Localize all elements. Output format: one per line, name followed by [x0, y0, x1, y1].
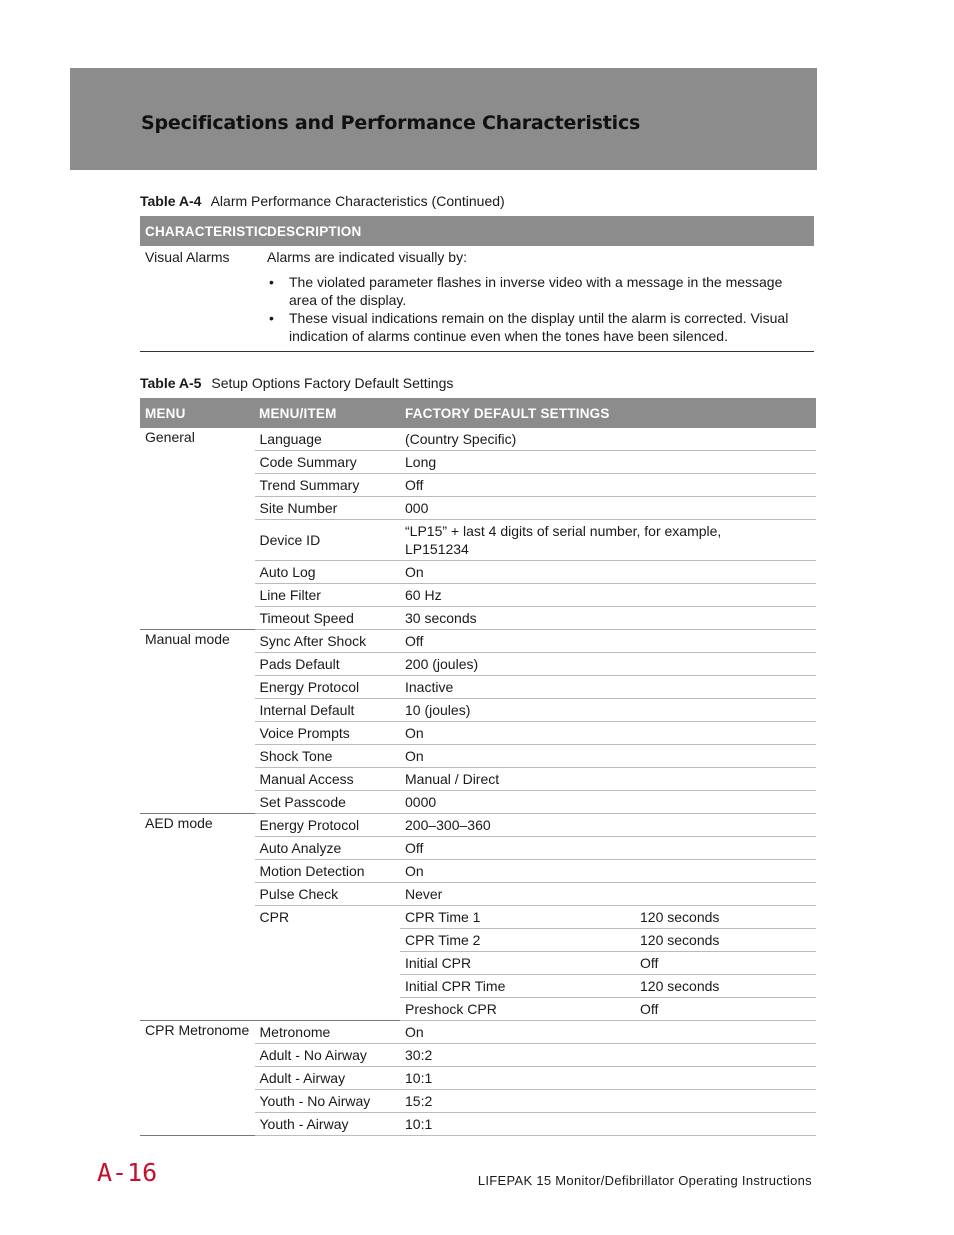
item-cell: Adult - No Airway [254, 1044, 400, 1067]
value-cell: 000 [400, 497, 816, 520]
item-cell: Auto Log [254, 561, 400, 584]
description-bullets [267, 273, 814, 345]
sub-value-cell: 120 seconds [635, 975, 816, 998]
table-a5-title: Setup Options Factory Default Settings [211, 375, 454, 391]
item-cell: Shock Tone [254, 745, 400, 768]
column-header-description: DESCRIPTION [262, 216, 814, 246]
value-cell: 10 (joules) [400, 699, 816, 722]
item-cell: Sync After Shock [254, 630, 400, 653]
column-header-menu-item: MENU/ITEM [254, 398, 400, 428]
sub-item-cell: CPR Time 2 [400, 929, 635, 952]
item-cell: Manual Access [254, 768, 400, 791]
menu-cell-manual-mode: Manual mode [140, 630, 254, 814]
table-a4-number: Table A-4 [140, 193, 202, 209]
page-number: A-16 [97, 1158, 158, 1187]
table-row [140, 428, 816, 451]
description-intro: Alarms are indicated visually by: [267, 249, 467, 265]
value-cell: 0000 [400, 791, 816, 814]
value-cell: 30:2 [400, 1044, 816, 1067]
item-cell: Code Summary [254, 451, 400, 474]
alarm-performance-table [140, 216, 814, 352]
column-header-characteristic: CHARACTERISTIC [140, 216, 262, 246]
item-cell: Energy Protocol [254, 814, 400, 837]
table-row [140, 630, 816, 653]
sub-item-cell: Initial CPR [400, 952, 635, 975]
description-cell [262, 246, 814, 352]
item-cell: Pads Default [254, 653, 400, 676]
item-cell: Youth - No Airway [254, 1090, 400, 1113]
header-banner [70, 68, 817, 170]
value-cell: On [400, 860, 816, 883]
table-a4-title: Alarm Performance Characteristics (Continued) [210, 193, 505, 209]
item-cell: Metronome [254, 1021, 400, 1044]
table-row [140, 1021, 816, 1044]
item-cell: Motion Detection [254, 860, 400, 883]
value-cell: Long [400, 451, 816, 474]
column-header-menu: MENU [140, 398, 254, 428]
value-cell: 30 seconds [400, 607, 816, 630]
value-cell: “LP15” + last 4 digits of serial number, for example, LP151234 [400, 520, 816, 561]
table-row [140, 246, 814, 352]
item-cell: Adult - Airway [254, 1067, 400, 1090]
sub-value-cell: 120 seconds [635, 929, 816, 952]
item-cell: Youth - Airway [254, 1113, 400, 1136]
sub-item-cell: Initial CPR Time [400, 975, 635, 998]
sub-value-cell: Off [635, 998, 816, 1021]
value-cell: 10:1 [400, 1067, 816, 1090]
item-cell: Auto Analyze [254, 837, 400, 860]
value-cell: 10:1 [400, 1113, 816, 1136]
item-cell: Trend Summary [254, 474, 400, 497]
value-cell: 200–300–360 [400, 814, 816, 837]
item-cell-cpr: CPR [254, 906, 400, 1021]
value-cell: On [400, 1021, 816, 1044]
column-header-default-settings: FACTORY DEFAULT SETTINGS [400, 398, 816, 428]
item-cell: Energy Protocol [254, 676, 400, 699]
menu-cell-general: General [140, 428, 254, 630]
list-item: • These visual indications remain on the display until the alarm is corrected. Visual indication of alarms continue even when the tones have been silenced. [285, 309, 814, 345]
value-cell: Never [400, 883, 816, 906]
value-cell: Off [400, 630, 816, 653]
value-cell: On [400, 745, 816, 768]
value-cell: On [400, 722, 816, 745]
value-cell: 200 (joules) [400, 653, 816, 676]
sub-item-cell: Preshock CPR [400, 998, 635, 1021]
item-cell: Pulse Check [254, 883, 400, 906]
sub-item-cell: CPR Time 1 [400, 906, 635, 929]
value-cell: Off [400, 474, 816, 497]
value-cell: 60 Hz [400, 584, 816, 607]
table-a5-number: Table A-5 [140, 375, 202, 391]
menu-cell-aed-mode: AED mode [140, 814, 254, 1021]
table-a4-caption [140, 193, 505, 209]
table-a5-caption [140, 375, 453, 391]
item-cell: Site Number [254, 497, 400, 520]
item-cell: Timeout Speed [254, 607, 400, 630]
sub-value-cell: 120 seconds [635, 906, 816, 929]
value-cell: Off [400, 837, 816, 860]
value-cell: 15:2 [400, 1090, 816, 1113]
characteristic-cell: Visual Alarms [140, 246, 262, 352]
document-title: LIFEPAK 15 Monitor/Defibrillator Operating Instructions [477, 1173, 812, 1188]
item-cell: Device ID [254, 520, 400, 561]
setup-options-table [140, 398, 816, 1136]
item-cell: Voice Prompts [254, 722, 400, 745]
item-cell: Internal Default [254, 699, 400, 722]
page-title: Specifications and Performance Characteristics [141, 112, 641, 134]
item-cell: Set Passcode [254, 791, 400, 814]
item-cell: Line Filter [254, 584, 400, 607]
value-cell: Inactive [400, 676, 816, 699]
value-cell: Manual / Direct [400, 768, 816, 791]
value-cell: (Country Specific) [400, 428, 816, 451]
menu-cell-cpr-metronome: CPR Metronome [140, 1021, 254, 1136]
item-cell: Language [254, 428, 400, 451]
sub-value-cell: Off [635, 952, 816, 975]
value-cell: On [400, 561, 816, 584]
table-row [140, 814, 816, 837]
list-item: • The violated parameter flashes in inverse video with a message in the message area of the display. [285, 273, 814, 309]
